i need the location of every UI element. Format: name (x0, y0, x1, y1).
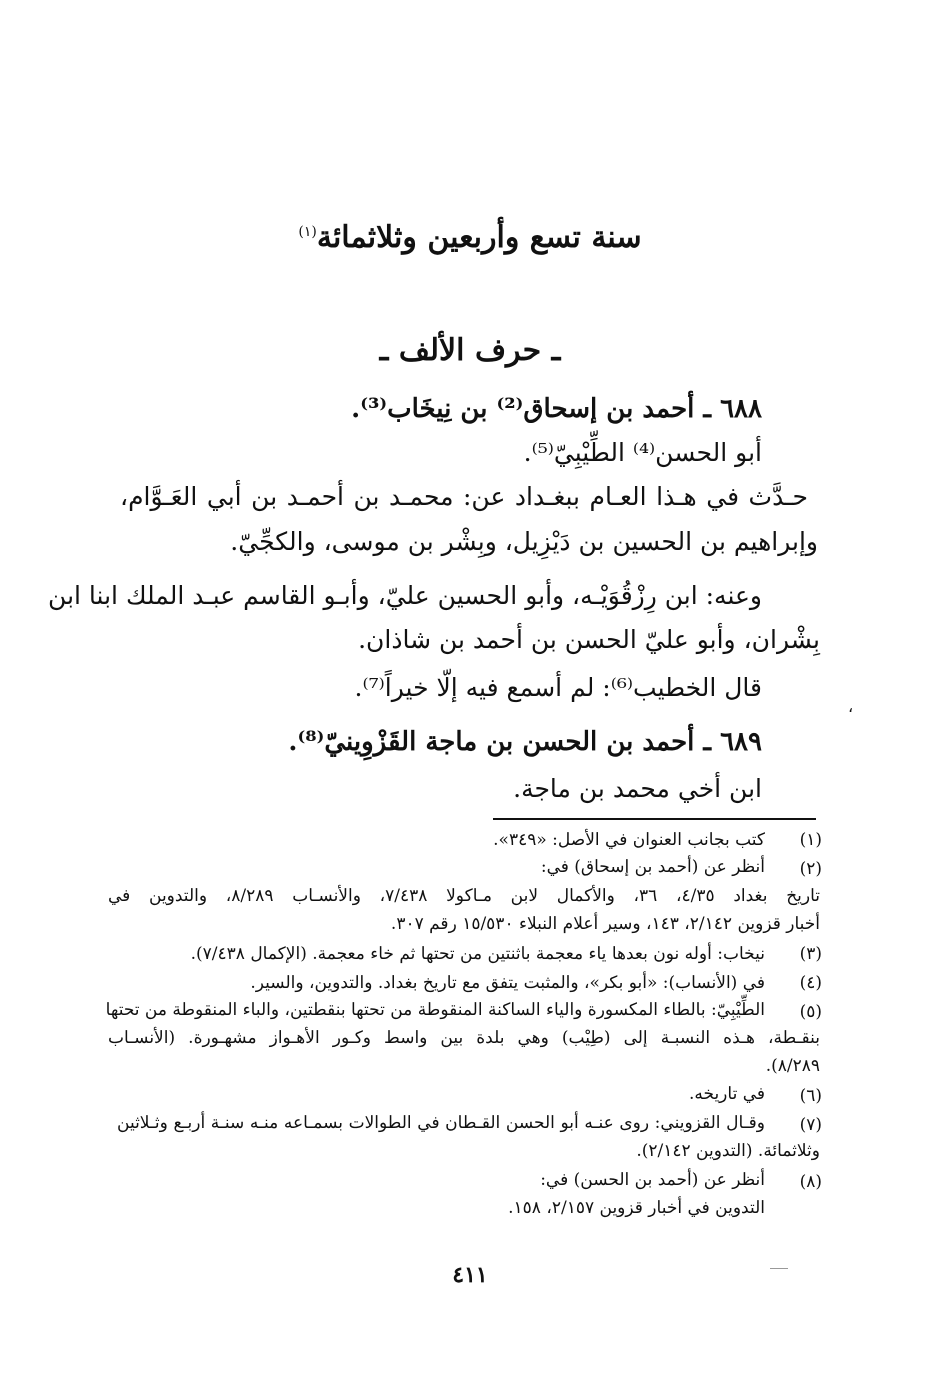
footnote-number: (٢) (799, 859, 822, 879)
footnote-divider (493, 818, 816, 820)
entry-689-text-line: ابن أخي محمد بن ماجة. (513, 774, 762, 803)
footnote-text: وقـال القزويني: روى عنـه أبو الحسن القـطان في الطوالات بسمـاعه منـه سنـة أربـع وثـلاثين (117, 1113, 766, 1133)
scan-edge-mark (770, 1268, 788, 1269)
footnote-text: في تاريخه. (688, 1084, 765, 1104)
year-heading-note: (١) (298, 224, 317, 240)
footnote-number: (٦) (799, 1086, 822, 1106)
footnote-text: كتب بجانب العنوان في الأصل: «٣٤٩». (493, 830, 765, 850)
margin-mark: ، (848, 697, 854, 716)
footnote-text: ٨/٢٨٩). (765, 1056, 820, 1076)
footnote-text: أنظر عن (أحمد بن الحسن) في: (540, 1170, 765, 1190)
footnote-text: بنقـطة، هـذه النسبـة إلى (طِيْب) وهي بلدة بين واسط وكـور الأهـواز مشهـورة. (الأنسـاب (108, 1028, 820, 1048)
footnote-text: الطِّيْبِيّ: بالطاء المكسورة والياء الساكنة المنقوطة من تحتها بنقطتين، والباء المنقوطة من تحتها (105, 1000, 765, 1020)
entry-688-text-line: بِشْران، وأبو عليّ الحسن بن أحمد بن شاذان. (358, 625, 820, 654)
footnote-text: التدوين في أخبار قزوين ٢/١٥٧، ١٥٨. (508, 1198, 765, 1218)
entry-689-heading: ٦٨٩ ـ أحمد بن الحسن بن ماجة القَزْوِينيّ⁽⁸⁾. (288, 727, 762, 757)
footnote-number: (٥) (799, 1002, 822, 1022)
entry-688-text-line: وعنه: ابن رِزْقُوَيْـه، وأبو الحسين عليّ، وأبـو القاسم عبـد الملك ابنا ابن (48, 581, 762, 610)
footnote-number: (١) (799, 830, 822, 850)
section-heading: ـ حرف الألف ـ (379, 333, 561, 368)
footnote-number: (٧) (799, 1115, 822, 1135)
entry-688-heading: ٦٨٨ ـ أحمد بن إسحاق⁽²⁾ بن نِيخَاب⁽³⁾. (351, 394, 762, 424)
footnote-text: في (الأنساب): «أبو بكر»، والمثبت يتفق مع تاريخ بغداد. والتدوين، والسير. (250, 973, 765, 993)
year-heading-text: سنة تسع وأربعين وثلاثمائة (316, 220, 642, 255)
entry-688-text-line: وإبراهيم بن الحسين بن دَيْزِيل، وبِشْر بن موسى، والكجِّيّ. (230, 527, 818, 556)
footnote-number: (٣) (799, 944, 822, 964)
footnote-number: (٤) (799, 973, 822, 993)
footnote-text: أنظر عن (أحمد بن إسحاق) في: (540, 857, 765, 877)
entry-688-text-line: حـدَّث في هـذا العـام ببغـداد عن: محمـد بن أحمـد بن أبي العَـوَّام، (120, 482, 808, 511)
entry-688-kunya: أبو الحسن⁽⁴⁾ الطِّيْبِيّ⁽⁵⁾. (523, 438, 762, 467)
year-heading (0, 220, 940, 255)
footnote-text: تاريخ بغداد ٤/٣٥، ٣٦، والأكمال لابن مـاكولا ٧/٤٣٨، والأنسـاب ٨/٢٨٩، والتدوين في (108, 886, 821, 906)
entry-688-text-line: قال الخطيب⁽⁶⁾: لم أسمع فيه إلّا خيراً⁽⁷⁾. (354, 673, 762, 702)
footnote-text: أخبار قزوين ٢/١٤٢، ١٤٣، وسير أعلام النبلاء ١٥/٥٣٠ رقم ٣٠٧. (390, 914, 820, 934)
footnote-text: وثلاثمائة. (التدوين ٢/١٤٢). (636, 1141, 820, 1161)
footnote-number: (٨) (799, 1172, 822, 1192)
page-number: ٤١١ (452, 1262, 488, 1288)
footnote-text: نيخاب: أوله نون بعدها ياء معجمة باثنتين من تحتها ثم خاء معجمة. (الإكمال ٧/٤٣٨). (190, 944, 765, 964)
